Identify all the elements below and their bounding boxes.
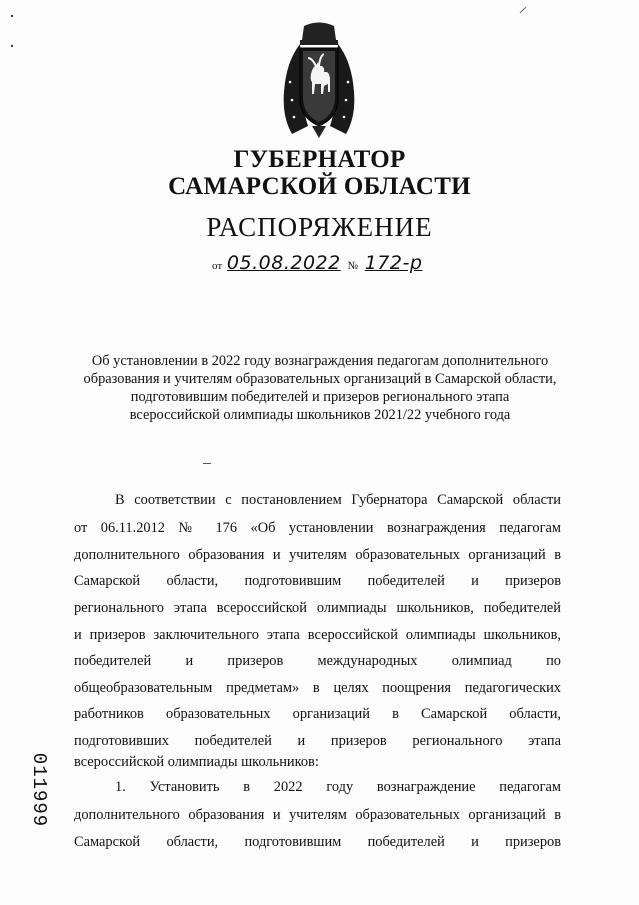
scan-speck xyxy=(6,40,18,52)
body-line: дополнительного образования и учителям образовательных организаций в xyxy=(74,547,561,563)
body-line: всероссийской олимпиады школьников: xyxy=(74,754,319,770)
body-line: и призеров заключительного этапа всероссийской олимпиады школьников, xyxy=(74,627,561,643)
order-date-number-line xyxy=(212,252,422,274)
body-line: В соответствии с постановлением Губернатора Самарской области xyxy=(115,492,561,508)
scan-speck xyxy=(518,4,530,16)
body-line: дополнительного образования и учителям образовательных организаций в xyxy=(74,807,561,823)
body-line: Самарской области, подготовившим победителей и призеров xyxy=(74,573,561,589)
body-line: победителей и призеров международных олимпиад по xyxy=(74,653,561,669)
order-date: 05.08.2022 xyxy=(226,252,341,274)
from-label: от xyxy=(212,260,223,272)
document-subject xyxy=(60,352,580,424)
separator-mark xyxy=(203,463,211,464)
registration-stamp-number: 011999 xyxy=(28,752,50,828)
scan-speck xyxy=(6,10,18,22)
body-line: 1. Установить в 2022 году вознаграждение педагогам xyxy=(115,779,561,795)
subject-line: образования и учителям образовательных организаций в Самарской области, xyxy=(83,371,557,387)
header-region: САМАРСКОЙ ОБЛАСТИ xyxy=(168,173,471,200)
document-type-title: РАСПОРЯЖЕНИЕ xyxy=(206,212,433,242)
body-line: работников образовательных организаций в Самарской области, xyxy=(74,706,561,722)
body-line: от 06.11.2012 № 176 «Об установлении вознаграждения педагогам xyxy=(74,520,561,536)
samara-coat-of-arms-icon xyxy=(278,22,360,140)
number-label: № xyxy=(347,260,358,272)
subject-line: Об установлении в 2022 году вознаграждения педагогам дополнительного xyxy=(91,353,549,369)
body-line: подготовивших победителей и призеров регионального этапа xyxy=(74,733,561,749)
header-governor: ГУБЕРНАТОР xyxy=(233,146,406,173)
body-line: регионального этапа всероссийской олимпиады школьников, победителей xyxy=(74,600,561,616)
subject-line: подготовившим победителей и призеров регионального этапа xyxy=(130,389,510,405)
body-line: общеобразовательным предметам» в целях поощрения педагогических xyxy=(74,680,561,696)
body-line: Самарской области, подготовившим победителей и призеров xyxy=(74,834,561,850)
order-number: 172-р xyxy=(364,252,423,274)
subject-line: всероссийской олимпиады школьников 2021/22 учебного года xyxy=(129,407,511,423)
